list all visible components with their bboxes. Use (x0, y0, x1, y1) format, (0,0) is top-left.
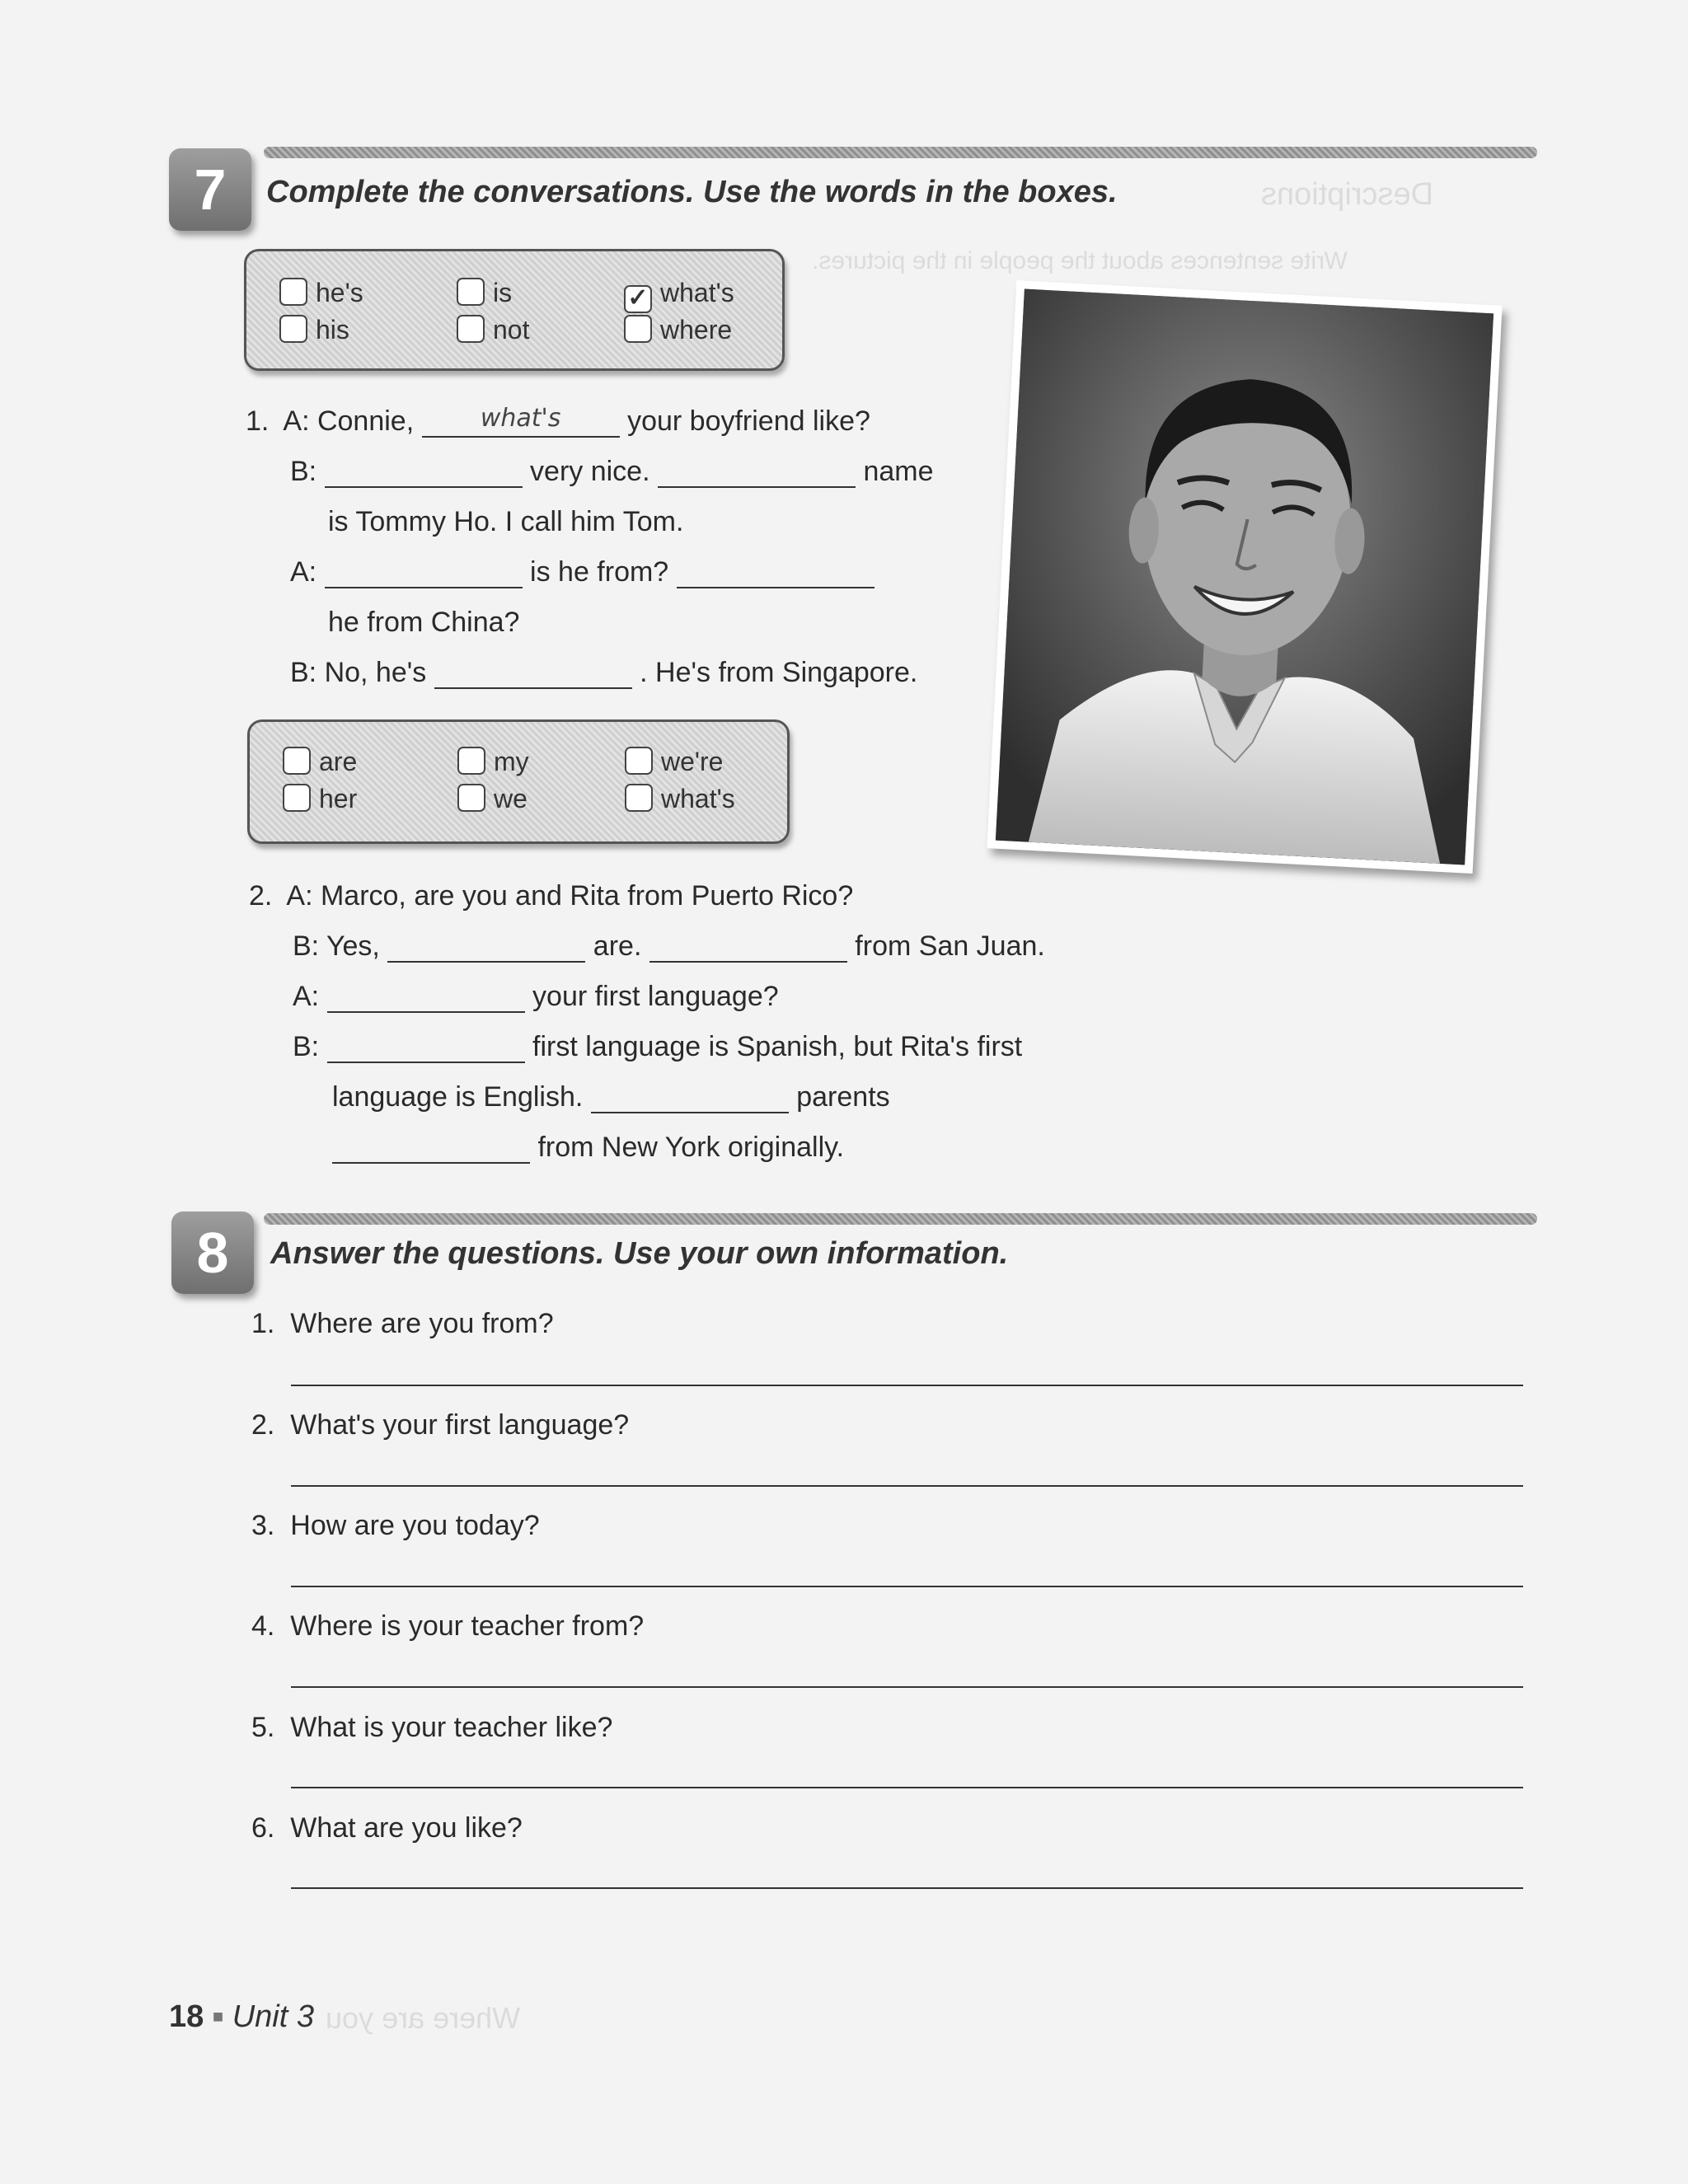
section-7-title: Complete the conversations. Use the words in the boxes. (266, 175, 1118, 209)
section-8-title: Answer the questions. Use your own information. (270, 1236, 1009, 1271)
word-box-item[interactable]: is (457, 278, 512, 308)
checkbox[interactable] (457, 315, 485, 343)
word-box-item[interactable]: he's (279, 278, 363, 308)
checkbox[interactable] (457, 784, 485, 812)
conv1-line-5: he from China? (328, 607, 520, 638)
conv1-line-6: B: No, he's . He's from Singapore. (290, 657, 918, 688)
checkbox[interactable] (457, 278, 485, 306)
word-box-1 (244, 249, 785, 371)
footer-bullet-icon: ■ (212, 2006, 224, 2027)
section-8-rule (264, 1213, 1537, 1225)
checkbox[interactable] (625, 784, 653, 812)
question-4: 4. Where is your teacher from? (251, 1610, 645, 1642)
answer-blank[interactable] (387, 933, 585, 963)
answer-blank[interactable] (325, 559, 523, 588)
conv2-line-5: language is English. parents (332, 1081, 890, 1113)
answer-line-1[interactable] (291, 1385, 1523, 1386)
word-box-item[interactable]: are (283, 747, 357, 777)
answer-line-3[interactable] (291, 1586, 1523, 1587)
handwritten-answer: what's (480, 404, 561, 433)
word-box-item[interactable]: ✓ what's (624, 278, 734, 313)
smiling-man-image (996, 289, 1493, 865)
question-6: 6. What are you like? (251, 1812, 523, 1844)
answer-blank[interactable] (434, 659, 632, 689)
conv2-line-2: B: Yes, are. from San Juan. (293, 930, 1045, 962)
page-number: 18 (169, 1999, 204, 2034)
word-box-item[interactable]: we (457, 784, 528, 814)
answer-blank[interactable] (327, 1033, 525, 1063)
word-box-2 (247, 719, 790, 844)
bleed-through-text: Write sentences about the people in the pictures. (812, 247, 1348, 274)
checkbox[interactable] (279, 315, 307, 343)
word-box-item[interactable]: her (283, 784, 357, 814)
checkbox[interactable] (625, 747, 653, 775)
bleed-through-text: Where are you (326, 2001, 521, 2035)
section-7-number: 7 (169, 148, 251, 231)
answer-blank[interactable] (591, 1084, 789, 1113)
answer-line-5[interactable] (291, 1787, 1523, 1788)
word-box-item[interactable]: my (457, 747, 529, 777)
checkbox[interactable] (624, 315, 652, 343)
checkbox[interactable] (279, 278, 307, 306)
word-box-item[interactable]: what's (625, 784, 735, 814)
question-5: 5. What is your teacher like? (251, 1712, 613, 1743)
portrait-photo (987, 280, 1502, 874)
answer-blank[interactable] (332, 1134, 530, 1164)
section-8-number: 8 (171, 1212, 254, 1294)
conv2-line-1: 2. A: Marco, are you and Rita from Puerto Rico? (249, 880, 854, 912)
answer-blank[interactable] (649, 933, 847, 963)
page-footer (169, 1999, 314, 2035)
conv2-line-6: from New York originally. (332, 1132, 844, 1164)
answer-line-6[interactable] (291, 1887, 1523, 1889)
answer-blank[interactable] (658, 458, 856, 488)
answer-blank[interactable] (325, 458, 523, 488)
conv1-line-2: B: very nice. name (290, 456, 934, 487)
word-box-item[interactable]: his (279, 315, 349, 345)
answer-blank[interactable] (327, 983, 525, 1013)
answer-blank[interactable] (677, 559, 874, 588)
unit-label: Unit 3 (232, 1999, 314, 2034)
answer-line-4[interactable] (291, 1686, 1523, 1688)
section-7-rule (264, 147, 1537, 158)
word-box-item[interactable]: not (457, 315, 529, 345)
question-2: 2. What's your first language? (251, 1409, 630, 1441)
checkbox[interactable] (283, 747, 311, 775)
answer-blank[interactable] (422, 404, 620, 438)
conv1-line-3: is Tommy Ho. I call him Tom. (328, 506, 684, 537)
question-3: 3. How are you today? (251, 1510, 540, 1541)
checkmark-icon[interactable]: ✓ (624, 285, 652, 313)
checkbox[interactable] (457, 747, 485, 775)
conv1-line-4: A: is he from? (290, 556, 874, 588)
conv1-line-1: 1. A: Connie, what's your boyfriend like? (246, 404, 870, 437)
word-box-item[interactable]: we're (625, 747, 723, 777)
question-1: 1. Where are you from? (251, 1308, 554, 1339)
conv2-line-3: A: your first language? (293, 981, 779, 1012)
word-box-item[interactable]: where (624, 315, 732, 345)
answer-line-2[interactable] (291, 1485, 1523, 1487)
checkbox[interactable] (283, 784, 311, 812)
bleed-through-text: Descriptions (1261, 177, 1434, 212)
conv2-line-4: B: first language is Spanish, but Rita's first (293, 1031, 1023, 1062)
